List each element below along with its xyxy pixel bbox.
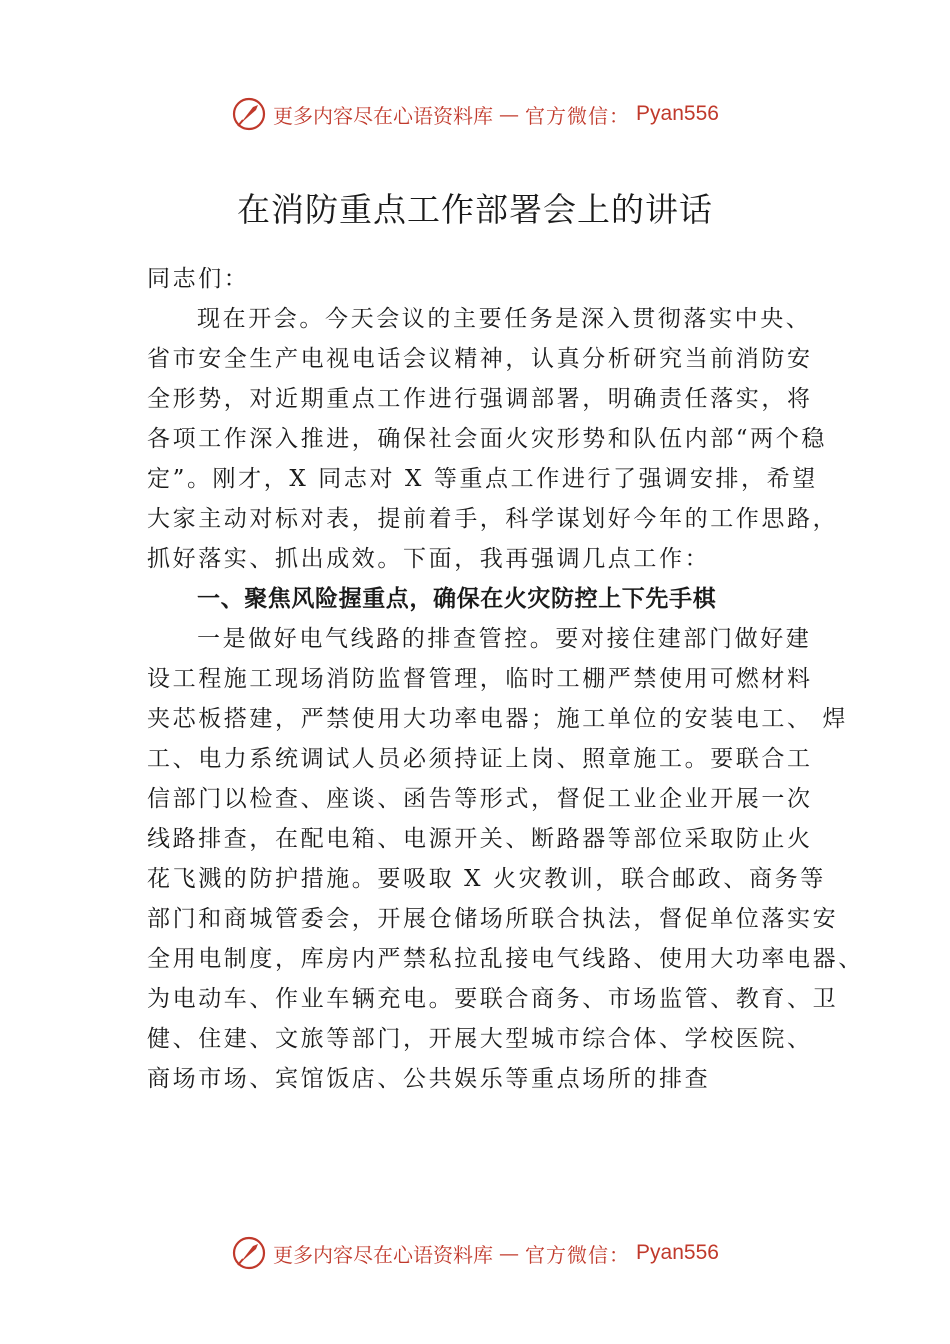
body-line: 抓好落实、抓出成效。下面，我再强调几点工作：: [147, 546, 711, 572]
body-line: 花飞溅的防护措施。要吸取 X 火灾教训，联合邮政、商务等: [147, 866, 826, 892]
document-body: [147, 259, 864, 1099]
salutation-line: 同志们：: [147, 266, 250, 292]
body-line: 夹芯板搭建，严禁使用大功率电器；施工单位的安装电工、 焊: [147, 706, 849, 732]
body-line: 健、住建、文旅等部门，开展大型城市综合体、学校医院、: [147, 1026, 813, 1052]
body-line: 省市安全生产电视电话会议精神，认真分析研究当前消防安: [147, 346, 813, 372]
banner-text: 更多内容尽在心语资料库: [273, 1242, 494, 1267]
banner-text: 更多内容尽在心语资料库: [273, 103, 494, 128]
body-line: 现在开会。今天会议的主要任务是深入贯彻落实中央、: [197, 306, 812, 332]
header-watermark-banner: [0, 94, 950, 134]
body-line: 大家主动对标对表，提前着手，科学谋划好今年的工作思路，: [147, 506, 839, 532]
body-line: 设工程施工现场消防监督管理，临时工棚严禁使用可燃材料: [147, 666, 813, 692]
body-line: 全形势，对近期重点工作进行强调部署，明确责任落实，将: [147, 386, 813, 412]
body-line: 线路排查，在配电箱、电源开关、断路器等部位采取防止火: [147, 826, 813, 852]
body-line: 全用电制度，库房内严禁私拉乱接电气线路、使用大功率电器、: [147, 946, 864, 972]
body-line: 定”。刚才，X 同志对 X 等重点工作进行了强调安排，希望: [147, 466, 818, 492]
document-title: 在消防重点工作部署会上的讲话: [237, 190, 713, 229]
body-line: 为电动车、作业车辆充电。要联合商务、市场监管、教育、卫: [147, 986, 839, 1012]
quill-logo-icon: [231, 96, 267, 132]
footer-watermark-banner: [0, 1233, 950, 1273]
banner-dash: —: [499, 102, 520, 126]
wechat-id: Pyan556: [636, 102, 719, 125]
body-line: 商场市场、宾馆饭店、公共娱乐等重点场所的排查: [147, 1066, 711, 1092]
body-line: 部门和商城管委会，开展仓储场所联合执法，督促单位落实安: [147, 906, 839, 932]
body-line: 工、电力系统调试人员必须持证上岗、照章施工。要联合工: [147, 746, 813, 772]
wechat-id: Pyan556: [636, 1241, 719, 1264]
section-heading: 一、聚焦风险握重点，确保在火灾防控上下先手棋: [197, 586, 717, 612]
body-line: 各项工作深入推进，确保社会面火灾形势和队伍内部“两个稳: [147, 426, 827, 452]
wechat-label: 官方微信：: [525, 103, 631, 128]
quill-logo-icon: [231, 1235, 267, 1271]
body-line: 一是做好电气线路的排查管控。要对接住建部门做好建: [197, 626, 812, 652]
banner-dash: —: [499, 1241, 520, 1265]
body-line: 信部门以检查、座谈、函告等形式，督促工业企业开展一次: [147, 786, 813, 812]
wechat-label: 官方微信：: [525, 1242, 631, 1267]
